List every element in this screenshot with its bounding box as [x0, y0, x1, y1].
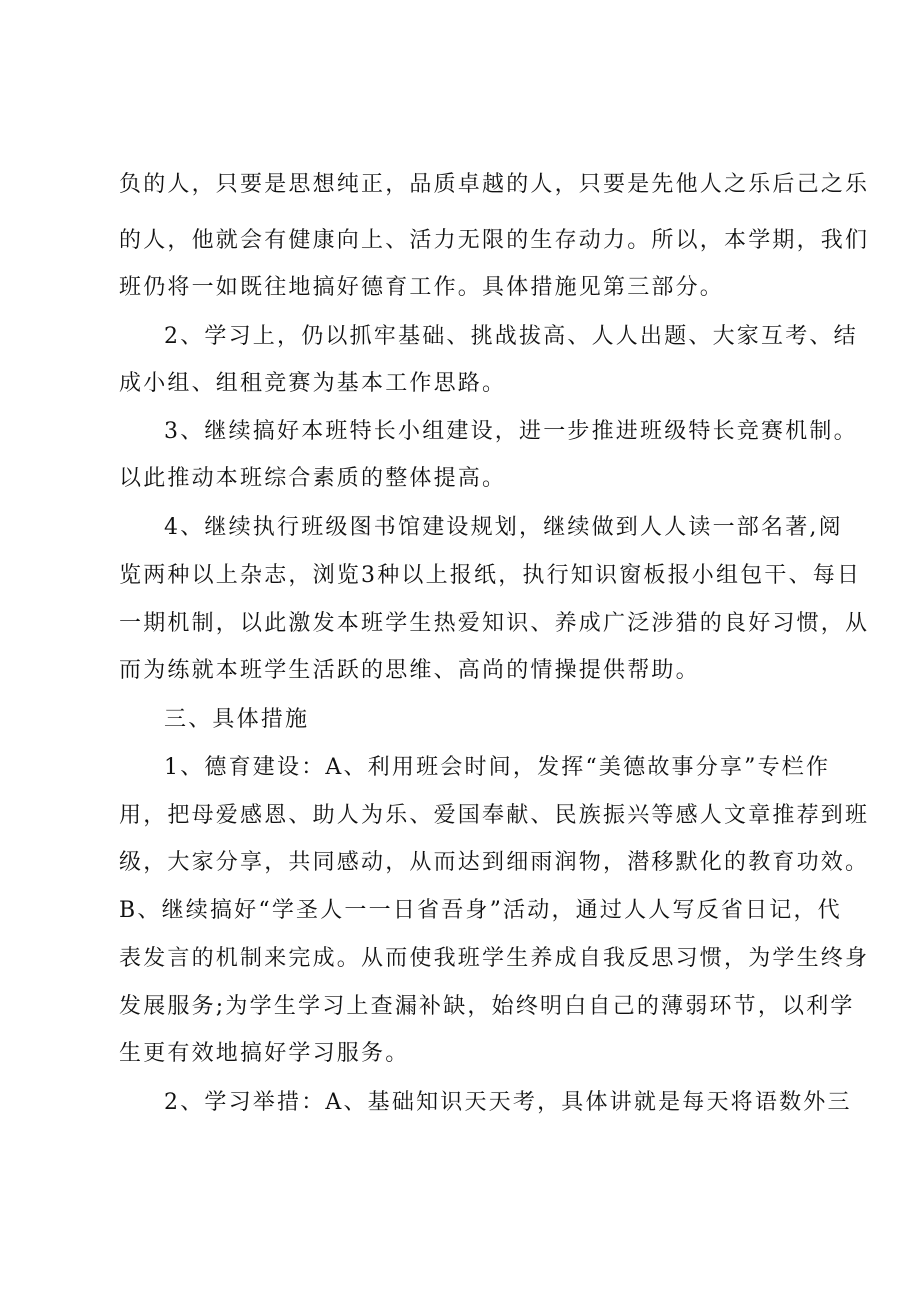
section-heading: 三、具体措施 [164, 707, 310, 732]
text-line: 以此推动本班综合素质的整体提高。 [119, 466, 507, 491]
paragraph-start-line: 4、继续执行班级图书馆建设规划，继续做到人人读一部名著,阅 [164, 515, 843, 540]
text-line: 而为练就本班学生活跃的思维、高尚的情操提供帮助。 [119, 658, 700, 683]
paragraph-start-line: 3、继续搞好本班特长小组建设，进一步推进班级特长竞赛机制。 [164, 419, 858, 444]
text-line: 级，大家分享，共同感动，从而达到细雨润物，潜移默化的教育功效。 [119, 850, 870, 875]
text-line: 一期机制，以此激发本班学生热爱知识、养成广泛涉猎的良好习惯，从 [119, 611, 870, 636]
text-line: 的人，他就会有健康向上、活力无限的生存动力。所以，本学期，我们 [119, 228, 870, 253]
paragraph-start-line: 1、德育建设：A、利用班会时间，发挥“美德故事分享”专栏作 [164, 755, 831, 780]
text-line: 用，把母爱感恩、助人为乐、爱国奉献、民族振兴等感人文章推荐到班 [119, 803, 870, 828]
text-line: 班仍将一如既往地搞好德育工作。具体措施见第三部分。 [119, 275, 725, 300]
text-line: 表发言的机制来完成。从而使我班学生养成自我反思习惯，为学生终身 [119, 946, 870, 971]
text-line: B、继续搞好“学圣人一一日省吾身”活动，通过人人写反省日记，代 [119, 898, 842, 923]
paragraph-start-line: 2、学习举措：A、基础知识天天考，具体讲就是每天将语数外三 [164, 1090, 852, 1115]
paragraph-start-line: 2、学习上，仍以抓牢基础、挑战拔高、人人出题、大家互考、结 [164, 324, 858, 349]
text-line: 览两种以上杂志，浏览3种以上报纸，执行知识窗板报小组包干、每日 [119, 563, 862, 588]
text-line: 生更有效地搞好学习服务。 [119, 1041, 410, 1066]
text-line: 负的人，只要是思想纯正，品质卓越的人，只要是先他人之乐后己之乐 [119, 172, 870, 197]
text-line: 发展服务;为学生学习上查漏补缺，始终明白自己的薄弱环节，以利学 [119, 994, 855, 1019]
text-line: 成小组、组租竞赛为基本工作思路。 [119, 371, 507, 396]
